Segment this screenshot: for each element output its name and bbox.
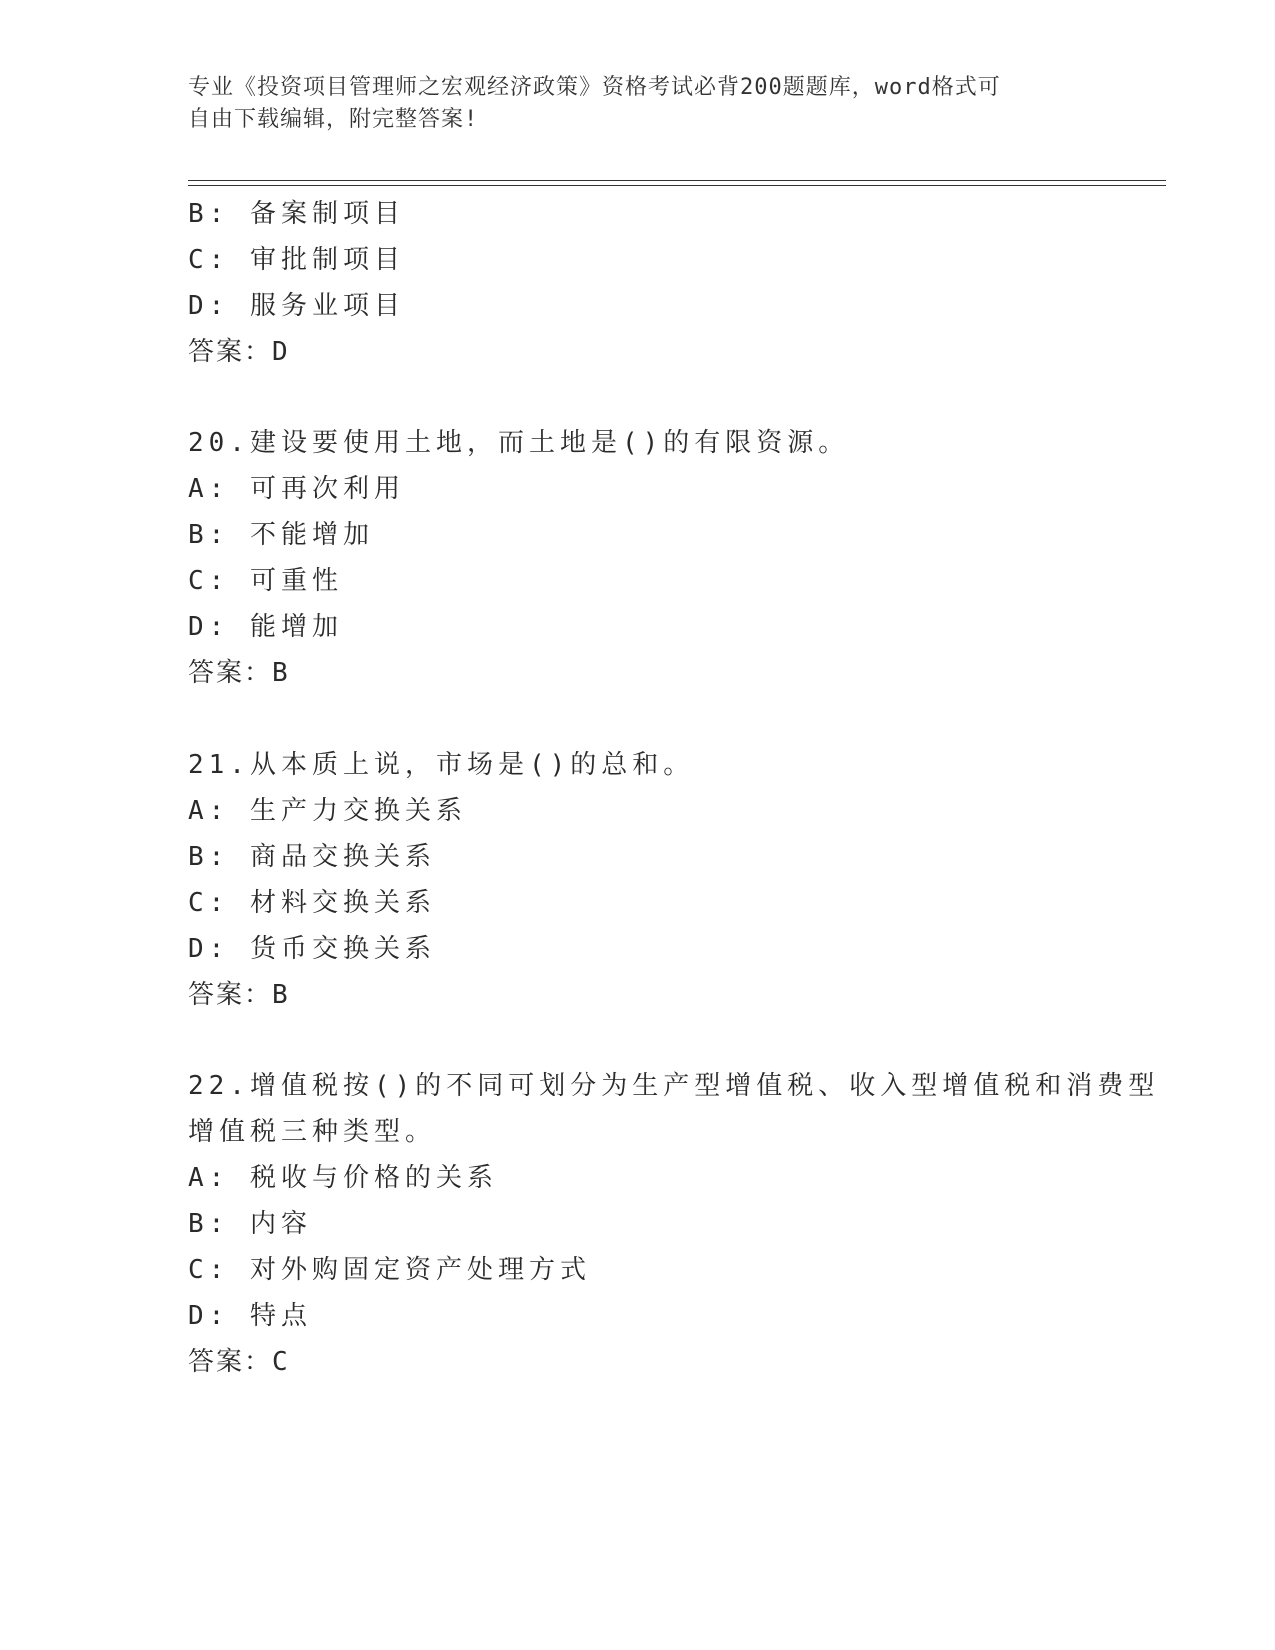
- header-line-2: 自由下载编辑，附完整答案!: [188, 107, 479, 132]
- header-line-1: 专业《投资项目管理师之宏观经济政策》资格考试必背200题题库，word格式可: [188, 75, 1001, 100]
- header-divider-bottom: [188, 185, 1166, 186]
- option-d: D: 能增加: [188, 612, 343, 642]
- question-22-text-line-1: 22.增值税按()的不同可划分为生产型增值税、收入型增值税和消费型: [188, 1071, 1160, 1101]
- option-c: C: 可重性: [188, 566, 343, 596]
- option-a: A: 生产力交换关系: [188, 796, 467, 826]
- option-d: D: 特点: [188, 1301, 312, 1331]
- option-b: B: 不能增加: [188, 520, 374, 550]
- answer: 答案：B: [188, 658, 290, 688]
- question-20-text: 20.建设要使用土地，而土地是()的有限资源。: [188, 428, 850, 458]
- option-b: B: 商品交换关系: [188, 842, 436, 872]
- answer: 答案：B: [188, 980, 290, 1010]
- option-d: D: 货币交换关系: [188, 934, 436, 964]
- answer: 答案：D: [188, 337, 290, 367]
- document-header: [188, 72, 1088, 136]
- option-a: A: 可再次利用: [188, 474, 405, 504]
- option-c: C: 对外购固定资产处理方式: [188, 1255, 591, 1285]
- header-divider-top: [188, 180, 1166, 181]
- option-a: A: 税收与价格的关系: [188, 1163, 498, 1193]
- option-b: B: 内容: [188, 1209, 312, 1239]
- option-c: C: 审批制项目: [188, 245, 405, 275]
- option-b: B: 备案制项目: [188, 199, 405, 229]
- option-c: C: 材料交换关系: [188, 888, 436, 918]
- question-21-text: 21.从本质上说，市场是()的总和。: [188, 750, 695, 780]
- answer: 答案：C: [188, 1347, 290, 1377]
- question-22-text-line-2: 增值税三种类型。: [188, 1117, 437, 1147]
- option-d: D: 服务业项目: [188, 291, 405, 321]
